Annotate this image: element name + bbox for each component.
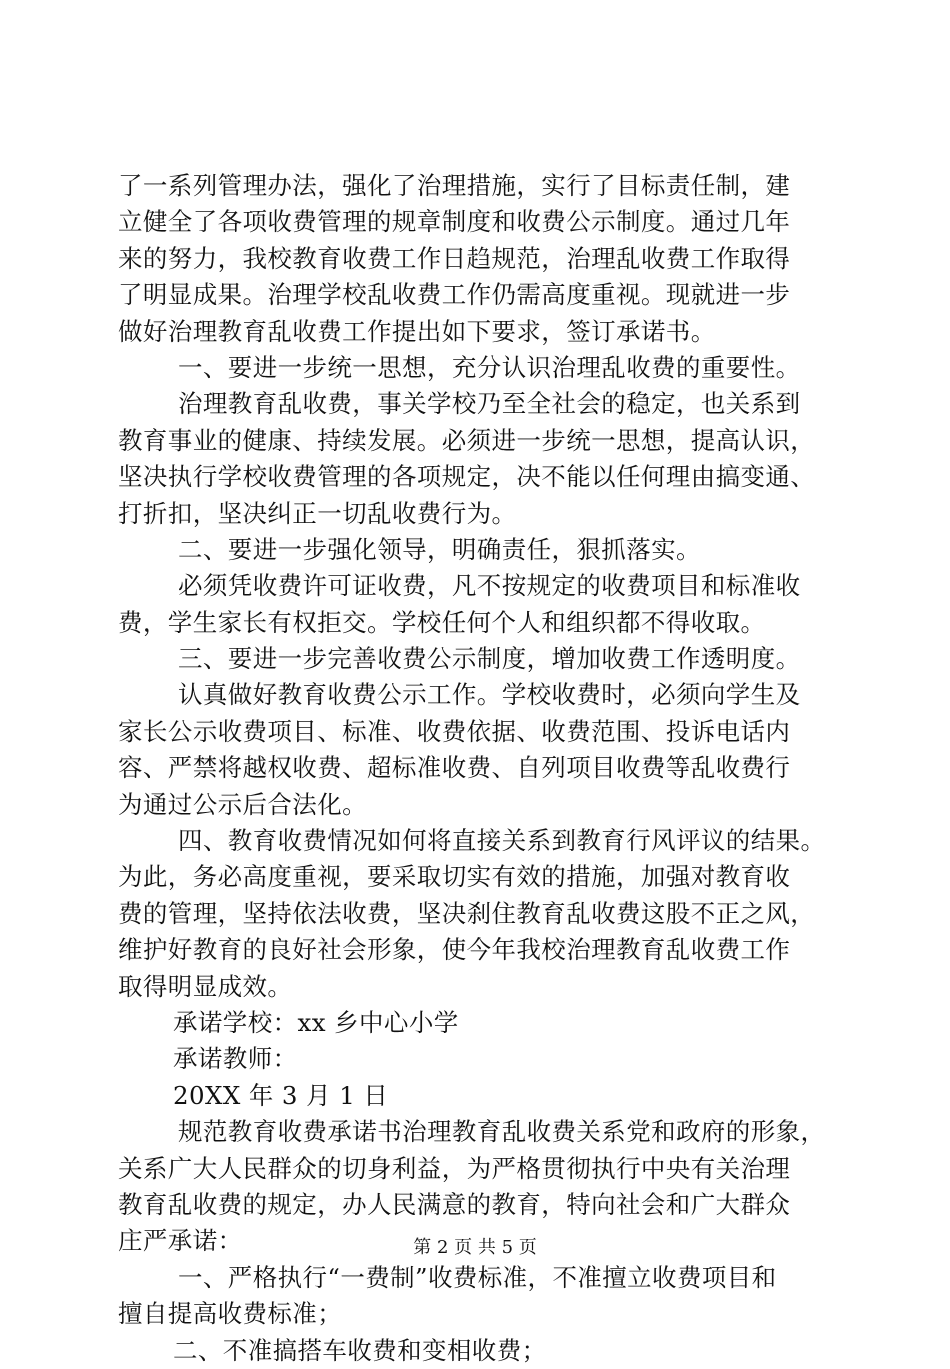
- text-line: 容、严禁将越权收费、超标准收费、自列项目收费等乱收费行: [118, 753, 791, 783]
- text-line: 费，学生家长有权拒交。学校任何个人和组织都不得收取。: [118, 607, 766, 637]
- text-line: 来的努力，我校教育收费工作日趋规范，治理乱收费工作取得: [118, 243, 791, 273]
- text-line: 规范教育收费承诺书治理教育乱收费关系党和政府的形象，: [178, 1117, 826, 1147]
- text-line: 庄严承诺：: [118, 1226, 243, 1256]
- text-line: 做好治理教育乱收费工作提出如下要求，签订承诺书。: [118, 316, 716, 346]
- section-heading: 一、要进一步统一思想，充分认识治理乱收费的重要性。: [178, 352, 801, 382]
- text-line: 了一系列管理办法，强化了治理措施，实行了目标责任制，建: [118, 171, 791, 200]
- text-line: 取得明显成效。: [118, 971, 293, 1001]
- text-line: 了明显成果。治理学校乱收费工作仍需高度重视。现就进一步: [118, 280, 791, 310]
- text-line: 为通过公示后合法化。: [118, 789, 367, 819]
- text-line: 教育事业的健康、持续发展。必须进一步统一思想，提高认识，: [118, 425, 816, 455]
- text-line: 治理教育乱收费，事关学校乃至全社会的稳定，也关系到: [178, 389, 801, 419]
- text-line: 立健全了各项收费管理的规章制度和收费公示制度。通过几年: [118, 207, 791, 237]
- text-line: 一、严格执行“一费制”收费标准，不准擅立收费项目和: [178, 1262, 777, 1292]
- section-heading: 四、教育收费情况如何将直接关系到教育行风评议的结果。: [178, 826, 826, 856]
- text-line: 必须凭收费许可证收费，凡不按规定的收费项目和标准收: [178, 571, 801, 601]
- text-line: 打折扣，坚决纠正一切乱收费行为。: [118, 498, 517, 528]
- text-line: 教育乱收费的规定，办人民满意的教育，特向社会和广大群众: [118, 1189, 791, 1219]
- text-line: 认真做好教育收费公示工作。学校收费时，必须向学生及: [178, 680, 801, 710]
- section-heading: 二、要进一步强化领导，明确责任，狠抓落实。: [178, 534, 701, 564]
- section-heading: 三、要进一步完善收费公示制度，增加收费工作透明度。: [178, 644, 801, 674]
- document-body: [118, 168, 838, 1369]
- text-line: 家长公示收费项目、标准、收费依据、收费范围、投诉电话内: [118, 716, 791, 746]
- text-line: 关系广大人民群众的切身利益，为严格贯彻执行中央有关治理: [118, 1153, 791, 1183]
- text-line: 维护好教育的良好社会形象，使今年我校治理教育乱收费工作: [118, 935, 791, 965]
- text-line: 坚决执行学校收费管理的各项规定，决不能以任何理由搞变通、: [118, 462, 816, 492]
- page-number: 第 2 页 共 5 页: [413, 1237, 537, 1258]
- text-line: 费的管理，坚持依法收费，坚决刹住教育乱收费这股不正之风，: [118, 898, 816, 928]
- text-line: 擅自提高收费标准；: [118, 1299, 343, 1329]
- text-line: 二、不准搞搭车收费和变相收费；: [173, 1335, 547, 1365]
- text-line: 为此，务必高度重视，要采取切实有效的措施，加强对教育收: [118, 862, 791, 892]
- pledge-school: 承诺学校：xx 乡中心小学: [173, 1007, 459, 1037]
- pledge-date: 20XX 年 3 月 1 日: [173, 1080, 389, 1110]
- pledge-teacher: 承诺教师：: [173, 1044, 298, 1074]
